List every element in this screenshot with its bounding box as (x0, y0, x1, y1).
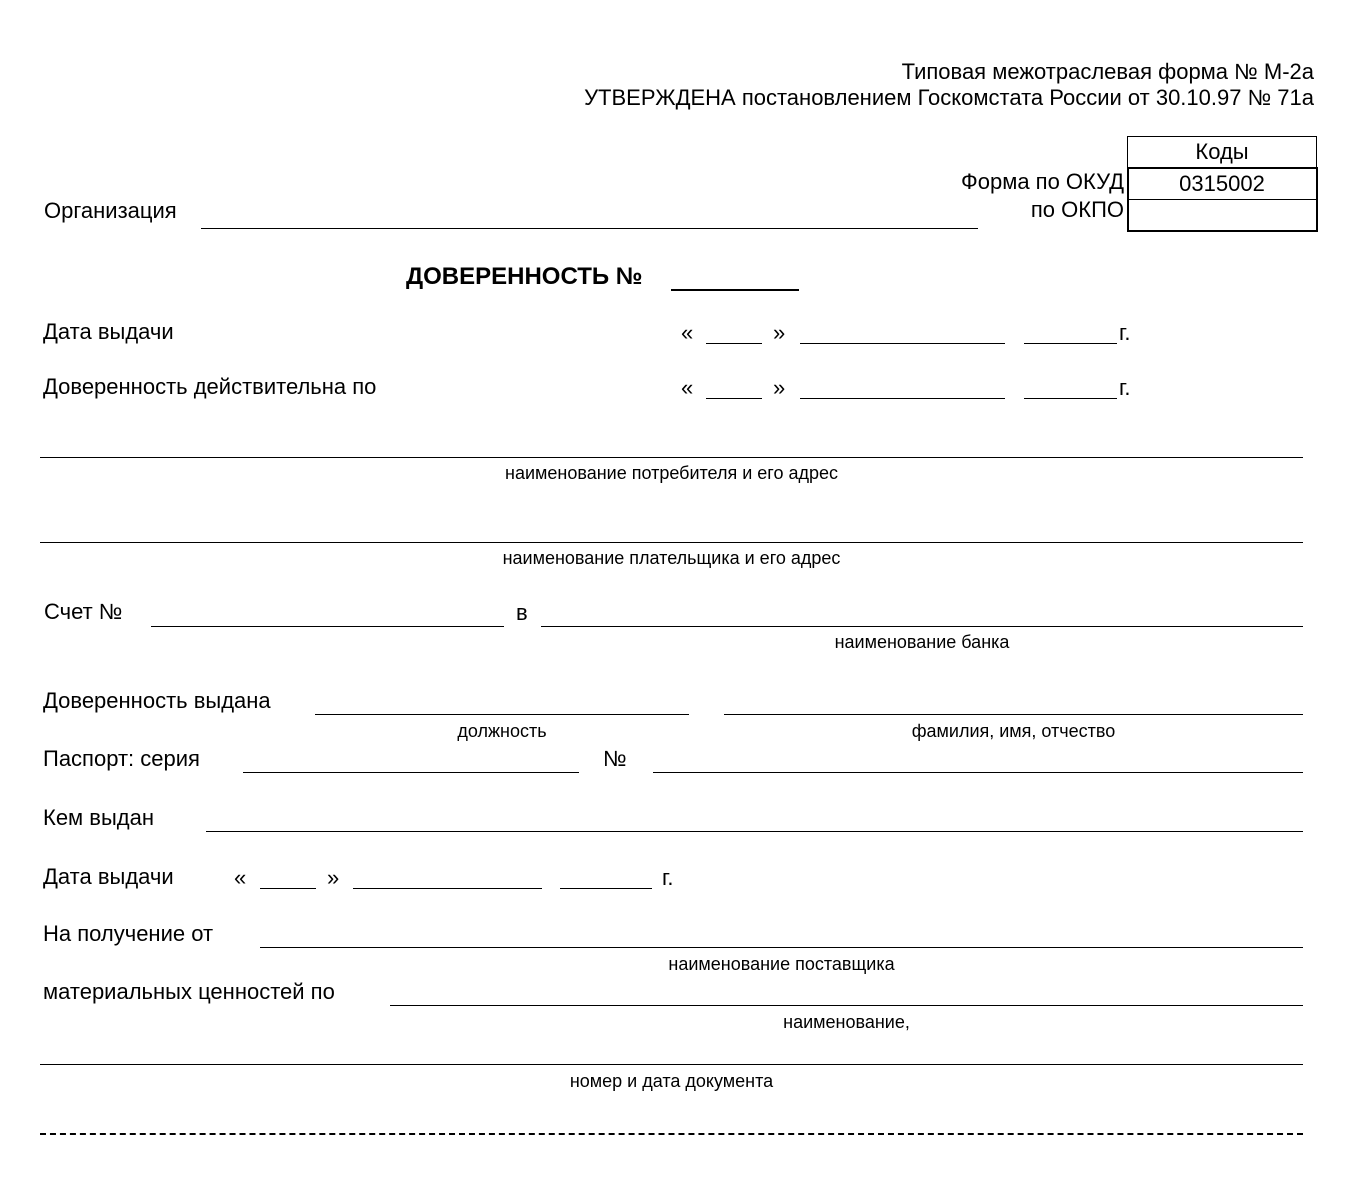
passport-month-field[interactable] (353, 888, 542, 889)
issued-by-field[interactable] (206, 831, 1303, 832)
organization-field[interactable] (201, 228, 978, 229)
passport-series-field[interactable] (243, 772, 579, 773)
valid-month-field[interactable] (800, 398, 1005, 399)
document-number-date-field[interactable] (40, 1064, 1303, 1065)
codes-table (1127, 136, 1317, 232)
year-suffix: г. (1119, 375, 1131, 400)
document-number-date-caption: номер и дата документа (569, 1071, 774, 1091)
account-label: Счет № (44, 599, 123, 624)
valid-day-field[interactable] (706, 398, 762, 399)
issue-day-field[interactable] (706, 343, 762, 344)
consumer-caption: наименование потребителя и его адрес (505, 463, 838, 483)
quote-open: « (681, 375, 694, 400)
supplier-caption: наименование поставщика (668, 954, 895, 974)
okpo-code-field[interactable] (1129, 199, 1316, 230)
issue-month-field[interactable] (800, 343, 1005, 344)
okpo-label: по ОКПО (1030, 197, 1124, 222)
power-of-attorney-number-field[interactable] (671, 289, 799, 291)
quote-close: » (773, 320, 786, 345)
issued-by-label: Кем выдан (43, 805, 155, 830)
organization-label: Организация (44, 198, 177, 223)
goods-by-label: материальных ценностей по (43, 979, 335, 1004)
position-field[interactable] (315, 714, 689, 715)
passport-date-label: Дата выдачи (43, 864, 174, 889)
document-title: ДОВЕРЕННОСТЬ № (406, 263, 643, 290)
okud-label: Форма по ОКУД (961, 169, 1124, 194)
valid-until-label: Доверенность действительна по (43, 374, 377, 399)
payer-caption: наименование плательщика и его адрес (502, 548, 841, 568)
naming-caption: наименование, (783, 1012, 910, 1032)
account-number-field[interactable] (151, 626, 504, 627)
issue-date-label: Дата выдачи (43, 319, 174, 344)
issue-year-field[interactable] (1024, 343, 1117, 344)
cut-line (40, 1133, 1303, 1135)
passport-day-field[interactable] (260, 888, 316, 889)
quote-close: » (327, 865, 340, 890)
approval-label: УТВЕРЖДЕНА постановлением Госкомстата России от 30.10.97 № 71а (584, 85, 1314, 110)
okud-code-field[interactable]: 0315002 (1179, 171, 1265, 196)
full-name-field[interactable] (724, 714, 1303, 715)
consumer-field[interactable] (40, 457, 1303, 458)
quote-open: « (681, 320, 694, 345)
payer-field[interactable] (40, 542, 1303, 543)
receive-from-label: На получение от (43, 921, 214, 946)
quote-open: « (234, 865, 247, 890)
position-caption: должность (457, 721, 547, 741)
quote-close: » (773, 375, 786, 400)
codes-values (1127, 167, 1318, 232)
year-suffix: г. (662, 865, 674, 890)
passport-number-field[interactable] (653, 772, 1303, 773)
valid-year-field[interactable] (1024, 398, 1117, 399)
passport-year-field[interactable] (560, 888, 652, 889)
document-name-field[interactable] (390, 1005, 1303, 1006)
issued-to-label: Доверенность выдана (43, 688, 271, 713)
in-label: в (516, 600, 528, 625)
year-suffix: г. (1119, 320, 1131, 345)
form-type-label: Типовая межотраслевая форма № М-2а (901, 59, 1314, 84)
bank-field[interactable] (541, 626, 1303, 627)
supplier-field[interactable] (260, 947, 1303, 948)
codes-title: Коды (1195, 139, 1249, 164)
passport-series-label: Паспорт: серия (43, 746, 200, 771)
full-name-caption: фамилия, имя, отчество (911, 721, 1116, 741)
passport-number-label: № (603, 746, 627, 771)
bank-caption: наименование банка (834, 632, 1010, 652)
